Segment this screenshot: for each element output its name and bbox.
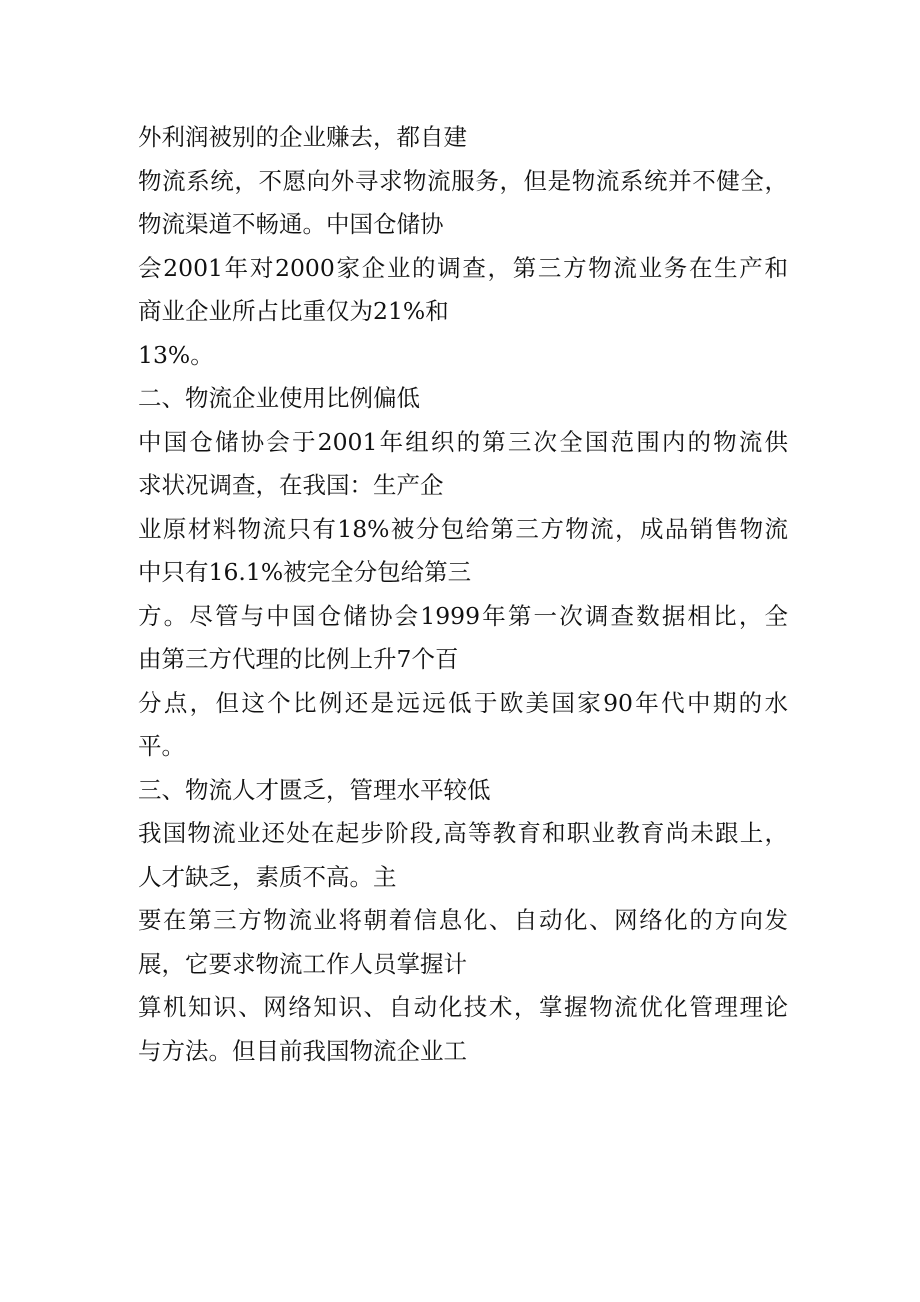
text-line: 算机知识、网络知识、自动化技术，掌握物流优化管理理论 (138, 993, 788, 1021)
text-line: 13%。 (138, 340, 214, 369)
text-line: 我国物流业还处在起步阶段,高等教育和职业教育尚未跟上， (138, 819, 788, 847)
text-line: 物流系统，不愿向外寻求物流服务，但是物流系统并不健全， (138, 166, 788, 195)
text-line: 中只有16.1%被完全分包给第三 (138, 558, 472, 586)
text-line: 方。尽管与中国仓储协会1999年第一次调查数据相比，全 (138, 601, 788, 630)
text-line: 商业企业所占比重仅为21%和 (138, 297, 449, 325)
section-heading: 二、物流企业使用比例偏低 (138, 384, 420, 412)
text-line: 物流渠道不畅通。中国仓储协 (138, 210, 444, 238)
text-line: 平。 (138, 732, 185, 760)
text-line: 要在第三方物流业将朝着信息化、自动化、网络化的方向发 (138, 906, 788, 934)
text-line: 求状况调查，在我国：生产企 (138, 471, 444, 499)
text-line: 与方法。但目前我国物流企业工 (138, 1036, 467, 1065)
text-line: 外利润被别的企业赚去，都自建 (138, 123, 467, 151)
text-line: 展，它要求物流工作人员掌握计 (138, 949, 467, 978)
text-line: 中国仓储协会于2001年组织的第三次全国范围内的物流供 (138, 427, 788, 456)
section-heading: 三、物流人才匮乏，管理水平较低 (138, 775, 491, 804)
body-text (138, 116, 788, 1073)
text-line: 由第三方代理的比例上升7个百 (138, 645, 459, 673)
text-line: 人才缺乏，素质不高。主 (138, 862, 397, 891)
text-line: 会2001年对2000家企业的调查，第三方物流业务在生产和 (138, 253, 788, 282)
text-line: 分点，但这个比例还是远远低于欧美国家90年代中期的水 (138, 688, 788, 717)
text-line: 业原材料物流只有18%被分包给第三方物流，成品销售物流 (138, 514, 788, 543)
